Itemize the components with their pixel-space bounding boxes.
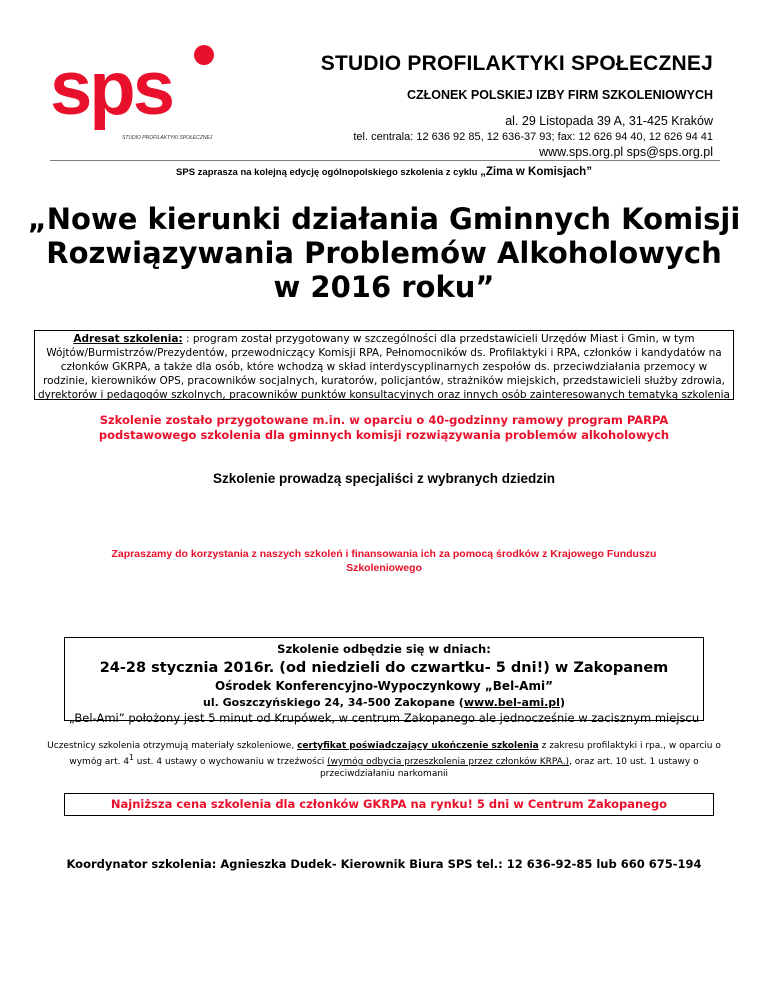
participants-text-3: ust. 4 ustawy o wychowaniu w trzeźwości xyxy=(133,757,328,767)
sps-logo xyxy=(50,45,220,145)
venue-link[interactable]: www.bel-ami.pl xyxy=(463,696,560,709)
program-note xyxy=(0,413,768,443)
participants-note xyxy=(42,740,726,780)
logo-dot xyxy=(194,45,214,65)
event-street-prefix: ul. Goszczyńskiego 24, 34-500 Zakopane ( xyxy=(203,696,464,709)
funding-line-1: Zapraszamy do korzystania z naszych szkoleń i finansowania ich za pomocą środków z Krajowego Funduszu xyxy=(111,548,657,560)
event-intro: Szkolenie odbędzie się w dniach: xyxy=(277,642,491,656)
title-line-2: Rozwiązywania Problemów Alkoholowych xyxy=(46,236,722,270)
invite-line xyxy=(0,166,768,178)
price-box: Najniższa cena szkolenia dla członków GKRPA na rynku! 5 dni w Centrum Zakopanego xyxy=(64,793,714,816)
program-line-1: Szkolenie zostało przygotowane m.in. w oparciu o 40-godzinny ramowy program PARPA xyxy=(99,413,669,427)
event-street-suffix: ) xyxy=(559,696,565,709)
invite-text: SPS zaprasza na kolejną edycję ogólnopolskiego szkolenia z cyklu xyxy=(176,167,481,178)
event-dates: 24-28 stycznia 2016r. (od niedzieli do czwartku- 5 dni!) w Zakopanem xyxy=(99,660,669,676)
title-line-1: „Nowe kierunki działania Gminnych Komisji xyxy=(27,202,741,236)
event-venue: Ośrodek Konferencyjno-Wypoczynkowy „Bel-Ami” xyxy=(215,679,553,693)
header-membership: CZŁONEK POLSKIEJ IZBY FIRM SZKOLENIOWYCH xyxy=(406,88,713,102)
participants-text-1: Uczestnicy szkolenia otrzymują materiały szkoleniowe, xyxy=(47,741,298,751)
audience-text: : program został przygotowany w szczególności dla przedstawicieli Urzędów Miast i Gmin, w tym Wójtów/Burmistrzów/Prezydentów, przewodniczący Komisji RPA, Pełnomocników ds. Profilaktyki i RPA, członków i kandydatów na członków GKRPA, a także dla osób, które wchodzą w skład interdyscyplinarnych zespołów ds. przeciwdziałania przemocy w rodzinie, kierowników OPS, pracowników socjalnych, kuratorów, policjantów, strażników miejskich, przedstawicieli służby zdrowia, dyrektorów i pedagogów szkolnych, pracowników punktów konsultacyjnych oraz innych osób zainteresowanych tematyką szkolenia xyxy=(38,333,730,401)
header-divider xyxy=(50,160,720,161)
certificate-text: certyfikat poświadczający ukończenie szkolenia xyxy=(297,741,539,751)
header-web-email[interactable]: www.sps.org.pl sps@sps.org.pl xyxy=(539,145,713,159)
header-phones: tel. centrala: 12 636 92 85, 12 636-37 93; fax: 12 626 94 40, 12 626 94 41 xyxy=(353,131,713,143)
participants-text-2: z zakresu profilaktyki i rpa., w oparciu o wymóg art. 4 xyxy=(69,741,721,767)
audience-box xyxy=(34,330,734,400)
program-line-2: podstawowego szkolenia dla gminnych komisji rozwiązywania problemów alkoholowych xyxy=(98,428,670,442)
funding-line-2: Szkoleniowego xyxy=(346,562,422,574)
requirement-text: (wymóg odbycia przeszkolenia przez członków KRPA.) xyxy=(327,757,570,767)
participants-text-4: , oraz art. 10 ust. 1 ustawy o przeciwdziałaniu narkomanii xyxy=(319,757,699,779)
logo-letters: sps xyxy=(50,46,172,131)
event-box xyxy=(64,637,704,725)
event-street xyxy=(65,696,703,709)
event-note: „Bel-Ami” położony jest 5 minut od Krupówek, w centrum Zakopanego ale jednocześnie w zacisznym miejscu xyxy=(68,711,700,725)
main-title xyxy=(0,202,768,304)
title-line-3: w 2016 roku” xyxy=(273,270,495,304)
audience-label: Adresat szkolenia: xyxy=(73,333,183,345)
logo-subtitle: STUDIO PROFILAKTYKI SPOŁECZNEJ xyxy=(122,135,213,141)
invite-cycle: „Zima w Komisjach” xyxy=(480,166,592,178)
superscript: 1 xyxy=(129,753,134,762)
specialists-note: Szkolenie prowadzą specjaliści z wybranych dziedzin xyxy=(212,471,556,486)
header-address: al. 29 Listopada 39 A, 31-425 Kraków xyxy=(505,114,713,128)
header-title: STUDIO PROFILAKTYKI SPOŁECZNEJ xyxy=(320,52,713,75)
coordinator-line: Koordynator szkolenia: Agnieszka Dudek- Kierownik Biura SPS tel.: 12 636-92-85 lub 660 675-194 xyxy=(66,857,702,871)
funding-note xyxy=(0,547,768,575)
